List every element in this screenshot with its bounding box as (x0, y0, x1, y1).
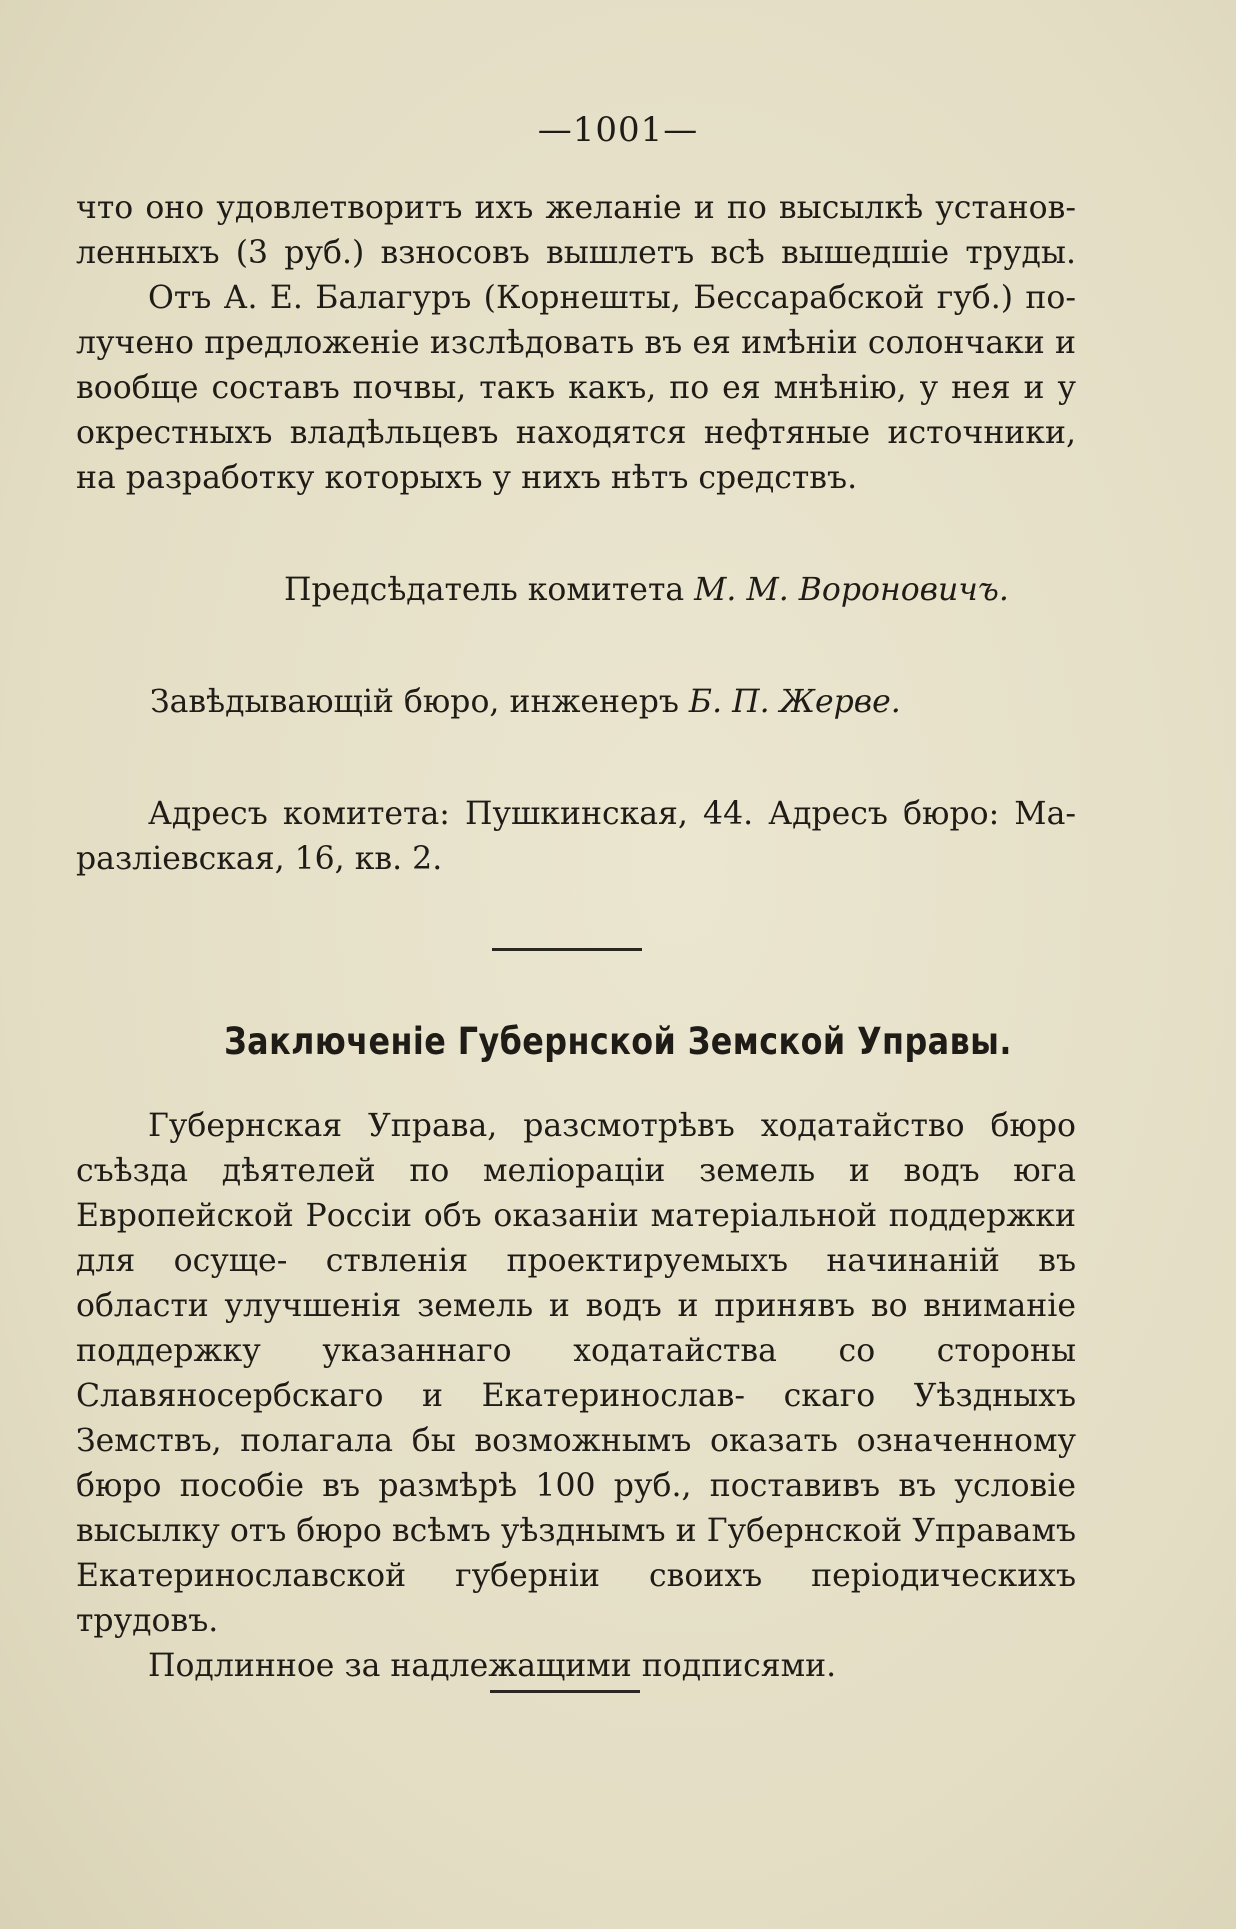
chairman-name: М. М. Вороновичъ. (694, 572, 1009, 608)
closing-note: Подлинное за надлежащими подписями. (148, 1648, 837, 1684)
chairman-title: Предсѣдатель комитета (284, 572, 685, 608)
address-paragraph (76, 792, 1076, 882)
text-line: разработку которыхъ у нихъ нѣтъ средствъ. (125, 460, 858, 496)
text-line: Управамъ Екатеринославской губерніи своихъ періодическихъ (76, 1513, 1076, 1594)
divider-rule-bottom (490, 1690, 640, 1693)
text-line: вообще составъ почвы, такъ какъ, по ея мнѣнію, у нея и у (76, 370, 1076, 406)
text-line: ходатайства со стороны Славяносербскаго и Екатеринослав- (76, 1333, 1077, 1414)
text-line: дѣятелей по меліораціи земель и водъ юга Европейской (76, 1153, 1076, 1234)
text-line: Губернская Управа, разсмотрѣвъ ходатайство бюро съѣзда (76, 1108, 1076, 1189)
text-line: Отъ А. Е. Балагуръ (Корнешты, Бессарабской губ.) по- (148, 280, 1076, 316)
text-line: лучено предложеніе изслѣдовать въ ея имѣніи солончаки и (76, 325, 1076, 361)
text-line: земель и водъ и принявъ во вниманіе поддержку указаннаго (76, 1288, 1076, 1369)
bureau-head-signature (150, 680, 901, 725)
chairman-signature (284, 568, 1009, 613)
top-text-block (76, 186, 1076, 501)
paragraph-continuation (76, 186, 1076, 276)
bureau-head-name: Б. П. Жерве. (688, 684, 901, 720)
section-heading: Заключеніе Губернской Земской Управы. (224, 1020, 1012, 1063)
text-line: Россіи объ оказаніи матеріальной поддержки для осуще- (76, 1198, 1076, 1279)
text-line: ствленія проектируемыхъ начинаній въ области улучшенія (76, 1243, 1076, 1324)
text-line: въ условіе высылку отъ бюро всѣмъ уѣзднымъ и Губернской (76, 1468, 1077, 1549)
text-line: означенному бюро пособіе въ размѣрѣ 100 руб., поставивъ (76, 1423, 1076, 1504)
text-line: что оно удовлетворитъ ихъ желаніе и по высылкѣ установ- (76, 190, 1076, 226)
text-line: трудовъ. (76, 1603, 219, 1639)
page-number: —1001— (537, 110, 699, 150)
text-line: окрестныхъ владѣльцевъ находятся нефтяные источники, на (76, 415, 1076, 496)
address-block (76, 792, 1076, 882)
conclusion-block (76, 1104, 1076, 1689)
conclusion-paragraph (76, 1104, 1076, 1644)
paragraph-balagur (76, 276, 1076, 501)
text-line: разліевская, 16, кв. 2. (76, 841, 443, 877)
text-line: ленныхъ (3 руб.) взносовъ вышлетъ всѣ вышедшіе труды. (76, 235, 1076, 271)
text-line: Адресъ комитета: Пушкинская, 44. Адресъ бюро: Ма- (148, 796, 1076, 832)
text-line: скаго Уѣздныхъ Земствъ, полагала бы возможнымъ оказать (76, 1378, 1076, 1459)
divider-rule (492, 948, 642, 951)
bureau-head-title: Завѣдывающій бюро, инженеръ (150, 684, 679, 720)
